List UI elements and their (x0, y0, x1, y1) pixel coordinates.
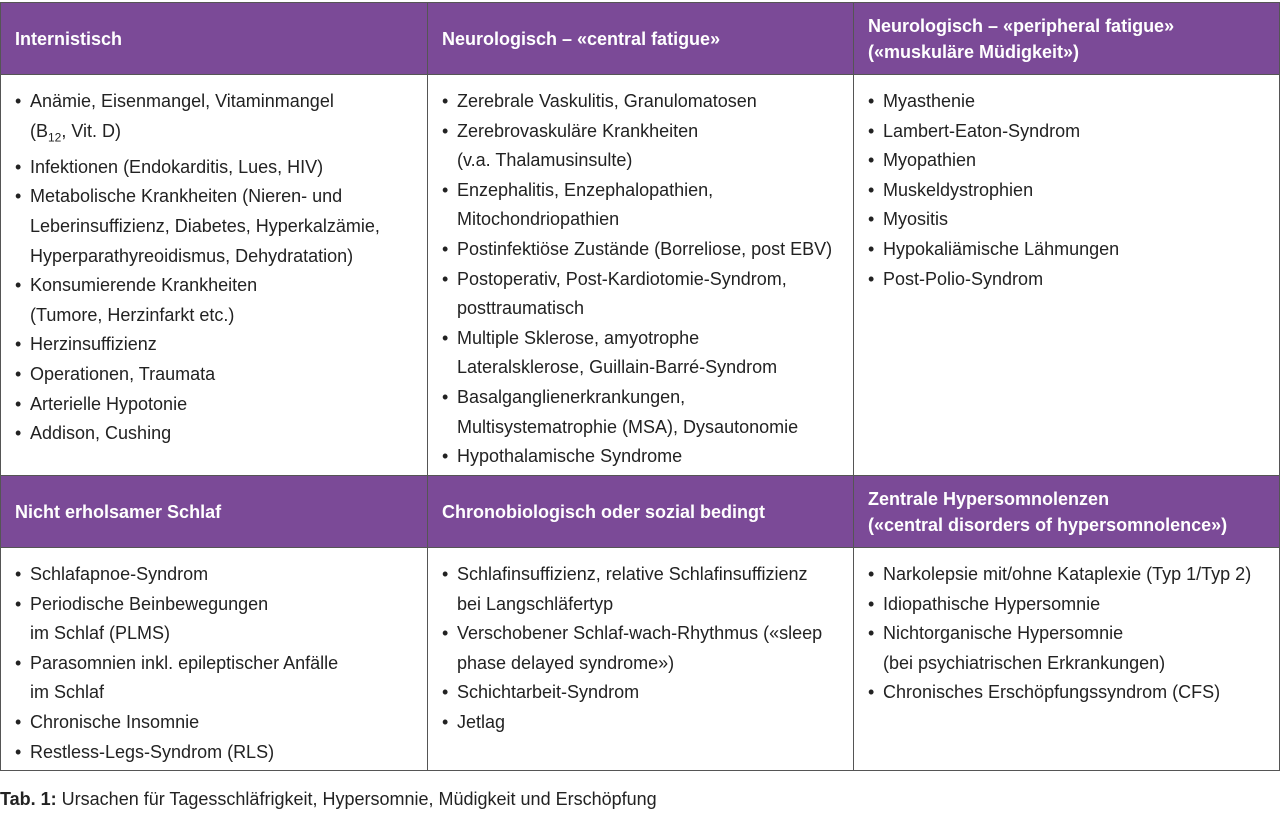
list-item-line: • Narkolepsie mit/ohne Kataplexie (Typ 1/Typ 2) (883, 564, 1252, 584)
body-row-2 (1, 548, 1280, 771)
list-item-line: • Arterielle Hypotonie (30, 393, 188, 414)
list-item-line: • Myasthenie (883, 91, 976, 111)
list-item (868, 265, 1271, 295)
list-item-line: • Periodische Beinbewegungen (30, 593, 269, 614)
list-item-line: • Konsumierende Krankheiten (30, 275, 258, 296)
header-row-2 (1, 476, 1280, 548)
list-item-line: Multisystematrophie (MSA), Dysautonomie (457, 416, 799, 437)
list-item (868, 235, 1271, 265)
list-item-line: • Nichtorganische Hypersomnie (883, 623, 1124, 644)
header-cell: Zentrale Hypersomnolenzen («central disorders of hypersomnolence») (854, 476, 1280, 548)
body-cell (854, 75, 1280, 476)
bullet-list (854, 548, 1279, 708)
list-item-line: • Lambert-Eaton-Syndrom (883, 120, 1081, 141)
bullet-list (1, 548, 427, 767)
list-item (868, 146, 1271, 176)
list-item (15, 708, 419, 738)
body-cell (1, 75, 428, 476)
list-item-line: • Myositis (883, 209, 949, 230)
list-item (442, 708, 845, 738)
list-item-line: • Zerebrovaskuläre Krankheiten (457, 120, 699, 141)
list-item (442, 235, 845, 265)
header-cell: Neurologisch – «peripheral fatigue» («muskuläre Müdigkeit») (854, 3, 1280, 75)
list-item-line: • Parasomnien inkl. epileptischer Anfälle (30, 652, 339, 673)
list-item-line: • Schichtarbeit-Syndrom (457, 682, 640, 703)
list-item (15, 738, 419, 768)
list-item-line: posttraumatisch (457, 298, 585, 319)
list-item (15, 271, 419, 330)
list-item-line: • Schlafinsuffizienz, relative Schlafinsuffizienz (457, 564, 808, 584)
list-item-line: • Chronisches Erschöpfungssyndrom (CFS) (883, 682, 1221, 703)
list-item-line: • Herzinsuffizienz (30, 334, 157, 355)
list-item-line: • Chronische Insomnie (30, 711, 200, 732)
bullet-list (428, 548, 853, 738)
list-item-line: (Tumore, Herzinfarkt etc.) (30, 304, 235, 325)
list-item-line: • Anämie, Eisenmangel, Vitaminmangel (30, 91, 334, 111)
list-item-line: • Post-Polio-Syndrom (883, 268, 1044, 289)
list-item (15, 153, 419, 183)
list-item-line: • Idiopathische Hypersomnie (883, 593, 1101, 614)
list-item (868, 87, 1271, 117)
list-item-line: • Operationen, Traumata (30, 363, 216, 384)
list-item (15, 182, 419, 271)
list-item-line: • Addison, Cushing (30, 423, 172, 444)
list-item-line: • Schlafapnoe-Syndrom (30, 564, 209, 584)
list-item-line: • Postinfektiöse Zustände (Borreliose, post EBV) (457, 238, 833, 259)
bullet-list (854, 75, 1279, 294)
list-item-line: phase delayed syndrome») (457, 652, 675, 673)
list-item (15, 649, 419, 708)
list-item (442, 383, 845, 442)
list-item (15, 390, 419, 420)
body-cell (428, 75, 854, 476)
table-caption (0, 786, 657, 812)
list-item-line: bei Langschläfertyp (457, 593, 614, 614)
list-item (15, 87, 419, 153)
list-item (868, 560, 1271, 590)
list-item-line: Hyperparathyreoidismus, Dehydratation) (30, 245, 354, 266)
body-cell (428, 548, 854, 771)
list-item (868, 619, 1271, 678)
list-item-line: • Myopathien (883, 150, 977, 171)
list-item (868, 117, 1271, 147)
list-item-line: • Muskeldystrophien (883, 179, 1034, 200)
header-cell: Internistisch (1, 3, 428, 75)
body-row-1 (1, 75, 1280, 476)
list-item (442, 176, 845, 235)
list-item-line: • Postoperativ, Post-Kardiotomie-Syndrom, (457, 268, 787, 289)
list-item-line: Mitochondriopathien (457, 209, 620, 230)
list-item (442, 117, 845, 176)
list-item-line: (v.a. Thalamusinsulte) (457, 150, 633, 171)
causes-table (0, 2, 1280, 771)
list-item-line: (bei psychiatrischen Erkrankungen) (883, 652, 1166, 673)
bullet-list (428, 75, 853, 472)
body-cell (854, 548, 1280, 771)
header-cell: Neurologisch – «central fatigue» (428, 3, 854, 75)
list-item (868, 678, 1271, 708)
header-row-1 (1, 3, 1280, 75)
list-item (442, 265, 845, 324)
list-item (868, 590, 1271, 620)
list-item-line: im Schlaf (30, 682, 105, 703)
list-item-line: • Zerebrale Vaskulitis, Granulomatosen (457, 91, 757, 111)
caption-text: Ursachen für Tagesschläfrigkeit, Hypersomnie, Müdigkeit und Erschöpfung (56, 789, 657, 809)
list-item (442, 619, 845, 678)
list-item-line: • Restless-Legs-Syndrom (RLS) (30, 741, 275, 762)
list-item-line: Leberinsuffizienz, Diabetes, Hyperkalzämie, (30, 215, 380, 236)
list-item-line: • Enzephalitis, Enzephalopathien, (457, 179, 714, 200)
list-item-line: • Hypothalamische Syndrome (457, 446, 683, 467)
header-cell: Chronobiologisch oder sozial bedingt (428, 476, 854, 548)
list-item-line: • Infektionen (Endokarditis, Lues, HIV) (30, 156, 324, 177)
list-item (15, 560, 419, 590)
list-item (442, 87, 845, 117)
list-item-line: • Multiple Sklerose, amyotrophe (457, 327, 700, 348)
list-item (15, 590, 419, 649)
list-item (442, 442, 845, 472)
list-item (15, 360, 419, 390)
body-cell (1, 548, 428, 771)
list-item (15, 330, 419, 360)
list-item-line: • Metabolische Krankheiten (Nieren- und (30, 186, 343, 207)
list-item-line: im Schlaf (PLMS) (30, 623, 171, 644)
list-item (868, 176, 1271, 206)
list-item-line: • Jetlag (457, 711, 506, 732)
bullet-list (1, 75, 427, 449)
list-item-line: ($B_{12}$, Vit. D) (30, 120, 122, 145)
list-item-line: • Basalganglienerkrankungen, (457, 386, 686, 407)
list-item (442, 324, 845, 383)
list-item (442, 560, 845, 619)
list-item-line: Lateralsklerose, Guillain-Barré-Syndrom (457, 357, 778, 378)
header-cell: Nicht erholsamer Schlaf (1, 476, 428, 548)
list-item (442, 678, 845, 708)
list-item-line: • Hypokaliämische Lähmungen (883, 238, 1120, 259)
list-item (868, 205, 1271, 235)
caption-label: Tab. 1: (0, 789, 57, 809)
list-item-line: • Verschobener Schlaf-wach-Rhythmus («sleep (457, 623, 823, 644)
list-item (15, 419, 419, 449)
